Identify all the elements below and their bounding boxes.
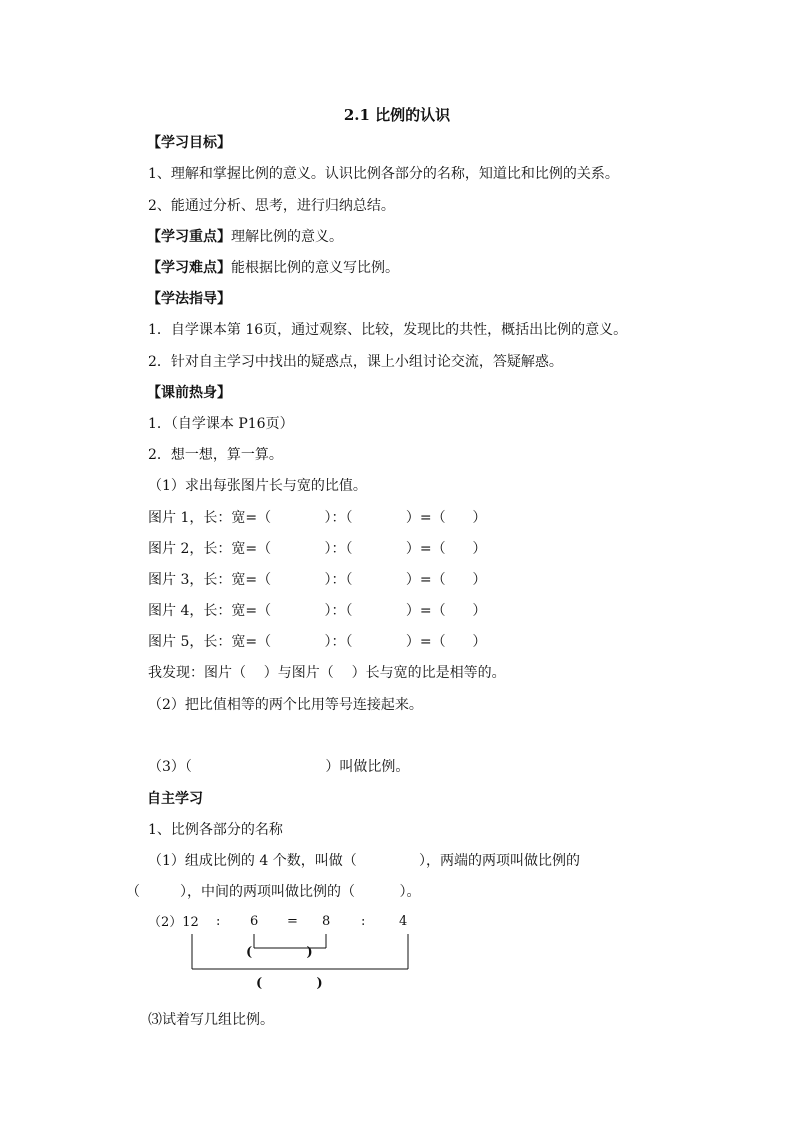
colon-1: : [216, 914, 221, 929]
warmup-heading: 【课前热身】 [147, 385, 231, 401]
goal-item-1: 1、理解和掌握比例的意义。认识比例各部分的名称，知道比和比例的关系。 [148, 166, 619, 182]
outer-terms-blank: ( ) [256, 976, 323, 991]
key-point-line [147, 228, 343, 246]
goal-heading: 【学习目标】 [147, 135, 231, 151]
difficulty-line [147, 259, 399, 277]
warmup-item-2: 2．想一想，算一算。 [148, 447, 283, 463]
self-question-2-label: （2）12 [148, 915, 199, 930]
difficulty-text: 能根据比例的意义写比例。 [231, 260, 399, 276]
method-item-1: 1．自学课本第 16页，通过观察、比较，发现比的共性，概括出比例的意义。 [148, 322, 628, 338]
warmup-item-1: 1．（自学课本 P16页） [148, 416, 294, 432]
self-question-3: ⑶试着写几组比例。 [148, 1012, 274, 1028]
picture-ratio-row: 图片 2，长：宽=（ ）：（ ）=（ ） [148, 541, 487, 557]
self-study-item-1: 1、比例各部分的名称 [148, 822, 283, 838]
picture-ratio-row: 图片 5，长：宽=（ ）：（ ）=（ ） [148, 634, 487, 650]
key-heading: 【学习重点】 [147, 229, 231, 245]
number-4: 4 [399, 914, 408, 929]
goal-item-2: 2、能通过分析、思考，进行归纳总结。 [148, 198, 395, 214]
difficulty-heading: 【学习难点】 [147, 260, 231, 276]
colon-2: : [361, 914, 366, 929]
equals-sign: = [287, 914, 298, 929]
warmup-question-3: （3）（ ）叫做比例。 [148, 759, 410, 775]
page-title: 2.1 比例的认识 [343, 106, 451, 124]
picture-ratio-row: 图片 4，长：宽=（ ）：（ ）=（ ） [148, 603, 487, 619]
number-8: 8 [322, 914, 331, 929]
proportion-terms-diagram [150, 912, 450, 992]
picture-ratio-row: 图片 1，长：宽=（ ）：（ ）=（ ） [148, 510, 487, 526]
inner-terms-blank: ( ) [246, 945, 313, 960]
discovery-line: 我发现：图片（ ）与图片（ ）长与宽的比是相等的。 [148, 665, 506, 681]
self-question-1-line-2: （ ），中间的两项叫做比例的（ ）。 [126, 884, 421, 900]
number-6: 6 [250, 914, 259, 929]
warmup-question-2: （2）把比值相等的两个比用等号连接起来。 [148, 697, 423, 713]
method-heading: 【学法指导】 [147, 291, 231, 307]
self-question-1-line-1: （1）组成比例的 4 个数，叫做（ ），两端的两项叫做比例的 [148, 853, 581, 869]
self-study-heading: 自主学习 [147, 791, 203, 807]
picture-ratio-row: 图片 3，长：宽=（ ）：（ ）=（ ） [148, 572, 487, 588]
key-text: 理解比例的意义。 [231, 229, 343, 245]
warmup-question-1: （1）求出每张图片长与宽的比值。 [148, 478, 367, 494]
method-item-2: 2．针对自主学习中找出的疑惑点，课上小组讨论交流，答疑解惑。 [148, 354, 563, 370]
